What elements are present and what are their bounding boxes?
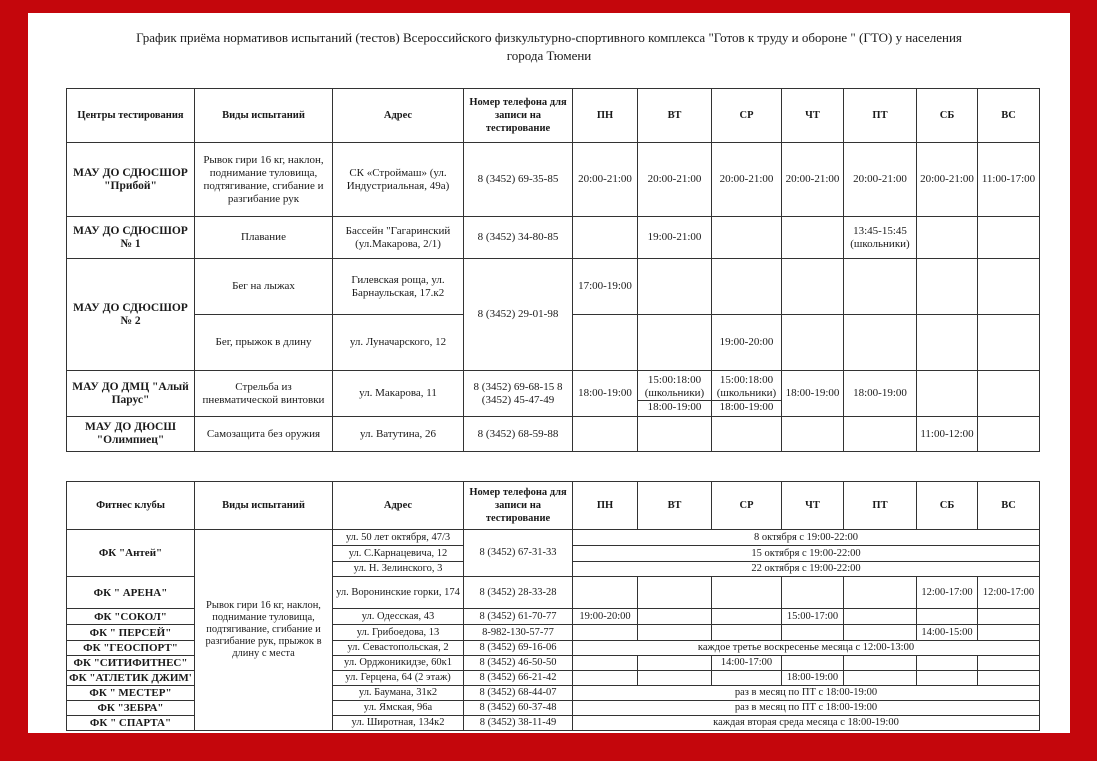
address: ул. Герцена, 64 (2 этаж): [333, 671, 464, 686]
schedule-cell: 20:00-21:00: [573, 143, 638, 217]
schedule-cell: [638, 577, 712, 609]
phone: 8 (3452) 28-33-28: [464, 577, 573, 609]
address: ул. Луначарского, 12: [333, 315, 464, 371]
schedule-cell: [917, 315, 978, 371]
schedule-cell: [782, 315, 844, 371]
schedule-cell: [978, 315, 1040, 371]
test-types: Рывок гири 16 кг, наклон, поднимание туловища, подтягивание, сгибание и разгибание рук: [195, 143, 333, 217]
schedule-cell: [712, 577, 782, 609]
schedule-cell: [782, 259, 844, 315]
day-header: ЧТ: [782, 482, 844, 530]
schedule-cell: [782, 577, 844, 609]
document-title: [28, 29, 1070, 65]
center-name: МАУ ДО ДЮСШ "Олимпиец": [67, 417, 195, 452]
test-types: Стрельба из пневматической винтовки: [195, 371, 333, 417]
schedule-cell: 20:00-21:00: [844, 143, 917, 217]
day-header: ВС: [978, 482, 1040, 530]
table-row: [67, 530, 1040, 546]
phone: 8 (3452) 69-68-15 8 (3452) 45-47-49: [464, 371, 573, 417]
schedule-cell: [573, 315, 638, 371]
address: СК «Строймаш» (ул. Индустриальная, 49а): [333, 143, 464, 217]
schedule-cell: [638, 625, 712, 641]
schedule-cell: [638, 656, 712, 671]
schedule-cell: [782, 656, 844, 671]
title-line-1: График приёма нормативов испытаний (тестов) Всероссийского физкультурно-спортивного комплекса "Готов к труду и обороне " (ГТО) у населения: [136, 30, 962, 45]
schedule-cell: 12:00-17:00: [978, 577, 1040, 609]
schedule-cell: 18:00-19:00: [844, 371, 917, 417]
table-header-row: [67, 89, 1040, 143]
table-row: [67, 143, 1040, 217]
club-name: ФК " АРЕНА": [67, 577, 195, 609]
club-name: ФК "АТЛЕТИК ДЖИМ': [67, 671, 195, 686]
schedule-cell: 20:00-21:00: [638, 143, 712, 217]
phone: 8 (3452) 34-80-85: [464, 217, 573, 259]
schedule-cell: 18:00-19:00: [573, 371, 638, 417]
col-header: Адрес: [333, 482, 464, 530]
document-page: [28, 13, 1070, 733]
schedule-cell: 11:00-12:00: [917, 417, 978, 452]
schedule-cell: [978, 609, 1040, 625]
schedule-cell: [712, 217, 782, 259]
schedule-cell: [638, 259, 712, 315]
col-header: Номер телефона для записи на тестирование: [464, 482, 573, 530]
center-name: МАУ ДО СДЮСШОР "Прибой": [67, 143, 195, 217]
schedule-cell: [978, 656, 1040, 671]
schedule-cell: 18:00-19:00: [782, 671, 844, 686]
schedule-note: раз в месяц по ПТ с 18:00-19:00: [573, 701, 1040, 716]
schedule-cell: [638, 609, 712, 625]
schedule-cell: 19:00-20:00: [573, 609, 638, 625]
phone: 8 (3452) 29-01-98: [464, 259, 573, 371]
phone: 8 (3452) 68-44-07: [464, 686, 573, 701]
address: ул. Н. Зелинского, 3: [333, 562, 464, 577]
day-header: СР: [712, 89, 782, 143]
schedule-cell: 18:00-19:00: [782, 371, 844, 417]
schedule-cell: [782, 625, 844, 641]
schedule-cell: 12:00-17:00: [917, 577, 978, 609]
phone: 8-982-130-57-77: [464, 625, 573, 641]
day-header: ПТ: [844, 89, 917, 143]
schedule-cell: [573, 625, 638, 641]
test-types: Бег на лыжах: [195, 259, 333, 315]
club-name: ФК " МЕСТЕР": [67, 686, 195, 701]
schedule-note: 22 октября с 19:00-22:00: [573, 562, 1040, 577]
schedule-cell: 20:00-21:00: [712, 143, 782, 217]
schedule-cell: [844, 315, 917, 371]
address: ул. Грибоедова, 13: [333, 625, 464, 641]
schedule-cell: [712, 259, 782, 315]
address: Гилевская роща, ул. Барнаульская, 17.к2: [333, 259, 464, 315]
day-header: ПН: [573, 482, 638, 530]
address: ул. Баумана, 31к2: [333, 686, 464, 701]
club-name: ФК "ГЕОСПОРТ": [67, 641, 195, 656]
phone: 8 (3452) 60-37-48: [464, 701, 573, 716]
schedule-cell: [638, 315, 712, 371]
schedule-cell: [917, 371, 978, 417]
schedule-cell: [638, 671, 712, 686]
schedule-cell: [638, 417, 712, 452]
schedule-cell: [712, 609, 782, 625]
schedule-cell: [844, 671, 917, 686]
schedule-cell: 17:00-19:00: [573, 259, 638, 315]
schedule-note: каждая вторая среда месяца с 18:00-19:00: [573, 716, 1040, 731]
schedule-cell: [844, 259, 917, 315]
club-name: ФК "Антей": [67, 530, 195, 577]
col-header: Центры тестирования: [67, 89, 195, 143]
phone: 8 (3452) 69-35-85: [464, 143, 573, 217]
schedule-cell: [844, 656, 917, 671]
address: Бассейн "Гагаринский (ул.Макарова, 2/1): [333, 217, 464, 259]
col-header: Фитнес клубы: [67, 482, 195, 530]
schedule-cell: [844, 577, 917, 609]
col-header: Виды испытаний: [195, 482, 333, 530]
schedule-cell: [844, 625, 917, 641]
schedule-cell: [917, 656, 978, 671]
address: ул. Воронинские горки, 174: [333, 577, 464, 609]
schedule-slot: 18:00-19:00: [712, 400, 781, 414]
test-types: Бег, прыжок в длину: [195, 315, 333, 371]
phone: 8 (3452) 38-11-49: [464, 716, 573, 731]
schedule-cell: [917, 609, 978, 625]
phone: 8 (3452) 68-59-88: [464, 417, 573, 452]
day-header: ПТ: [844, 482, 917, 530]
day-header: ВС: [978, 89, 1040, 143]
schedule-slot: 18:00-19:00: [638, 400, 711, 414]
schedule-note: раз в месяц по ПТ с 18:00-19:00: [573, 686, 1040, 701]
day-header: ВТ: [638, 482, 712, 530]
table-row: [67, 371, 1040, 417]
schedule-note: 8 октября с 19:00-22:00: [573, 530, 1040, 546]
schedule-cell: [712, 371, 782, 417]
day-header: ЧТ: [782, 89, 844, 143]
schedule-cell: [978, 671, 1040, 686]
club-name: ФК "ЗЕБРА": [67, 701, 195, 716]
center-name: МАУ ДО ДМЦ "Алый Парус": [67, 371, 195, 417]
schedule-cell: [917, 259, 978, 315]
phone: 8 (3452) 46-50-50: [464, 656, 573, 671]
phone: 8 (3452) 66-21-42: [464, 671, 573, 686]
schedule-cell: [573, 577, 638, 609]
club-name: ФК " СПАРТА": [67, 716, 195, 731]
address: ул. Орджоникидзе, 60к1: [333, 656, 464, 671]
schedule-cell: [712, 625, 782, 641]
day-header: СБ: [917, 89, 978, 143]
address: ул. Ватутина, 26: [333, 417, 464, 452]
col-header: Номер телефона для записи на тестирование: [464, 89, 573, 143]
fitness-clubs-table: [66, 481, 1040, 731]
address: ул. Одесская, 43: [333, 609, 464, 625]
schedule-slot: 15:00:18:00 (школьники): [716, 373, 777, 399]
phone: 8 (3452) 69-16-06: [464, 641, 573, 656]
title-line-2: города Тюмени: [506, 48, 592, 63]
schedule-note: 15 октября с 19:00-22:00: [573, 546, 1040, 562]
address: ул. 50 лет октября, 47/3: [333, 530, 464, 546]
schedule-cell: [978, 371, 1040, 417]
schedule-cell: [638, 371, 712, 417]
schedule-cell: [782, 217, 844, 259]
day-header: СБ: [917, 482, 978, 530]
schedule-cell: [978, 417, 1040, 452]
col-header: Виды испытаний: [195, 89, 333, 143]
club-name: ФК "СИТИФИТНЕС": [67, 656, 195, 671]
address: ул. Ямская, 96а: [333, 701, 464, 716]
address: ул. Широтная, 134к2: [333, 716, 464, 731]
address: ул. Макарова, 11: [333, 371, 464, 417]
day-header: СР: [712, 482, 782, 530]
schedule-cell: 13:45-15:45 (школьники): [844, 217, 917, 259]
schedule-cell: [573, 671, 638, 686]
phone: 8 (3452) 67-31-33: [464, 530, 573, 577]
table-row: [67, 217, 1040, 259]
schedule-cell: [917, 217, 978, 259]
club-name: ФК "СОКОЛ": [67, 609, 195, 625]
schedule-cell: [712, 671, 782, 686]
club-name: ФК " ПЕРСЕЙ": [67, 625, 195, 641]
test-types: Плавание: [195, 217, 333, 259]
center-name: МАУ ДО СДЮСШОР № 2: [67, 259, 195, 371]
schedule-cell: [844, 609, 917, 625]
schedule-cell: 14:00-17:00: [712, 656, 782, 671]
phone: 8 (3452) 61-70-77: [464, 609, 573, 625]
schedule-cell: [712, 417, 782, 452]
day-header: ПН: [573, 89, 638, 143]
testing-centers-table: [66, 88, 1040, 452]
schedule-cell: [844, 417, 917, 452]
schedule-cell: [917, 671, 978, 686]
schedule-cell: 19:00-21:00: [638, 217, 712, 259]
schedule-note: каждое третье воскресенье месяца с 12:00-13:00: [573, 641, 1040, 656]
table-row: [67, 417, 1040, 452]
day-header: ВТ: [638, 89, 712, 143]
schedule-cell: [573, 217, 638, 259]
schedule-cell: [978, 259, 1040, 315]
schedule-cell: [978, 625, 1040, 641]
schedule-cell: [782, 417, 844, 452]
schedule-cell: 20:00-21:00: [917, 143, 978, 217]
test-types: Рывок гири 16 кг, наклон, поднимание туловища, подтягивание, сгибание и разгибание рук, прыжок в длину с места: [195, 530, 333, 731]
schedule-cell: 20:00-21:00: [782, 143, 844, 217]
schedule-slot: 15:00:18:00 (школьники): [644, 373, 705, 399]
schedule-cell: [573, 417, 638, 452]
address: ул. С.Карнацевича, 12: [333, 546, 464, 562]
col-header: Адрес: [333, 89, 464, 143]
center-name: МАУ ДО СДЮСШОР № 1: [67, 217, 195, 259]
schedule-cell: 19:00-20:00: [712, 315, 782, 371]
table-row: [67, 259, 1040, 315]
address: ул. Севастопольская, 2: [333, 641, 464, 656]
schedule-cell: [978, 217, 1040, 259]
schedule-cell: 11:00-17:00: [978, 143, 1040, 217]
schedule-cell: 15:00-17:00: [782, 609, 844, 625]
table-header-row: [67, 482, 1040, 530]
schedule-cell: 14:00-15:00: [917, 625, 978, 641]
test-types: Самозащита без оружия: [195, 417, 333, 452]
schedule-cell: [573, 656, 638, 671]
